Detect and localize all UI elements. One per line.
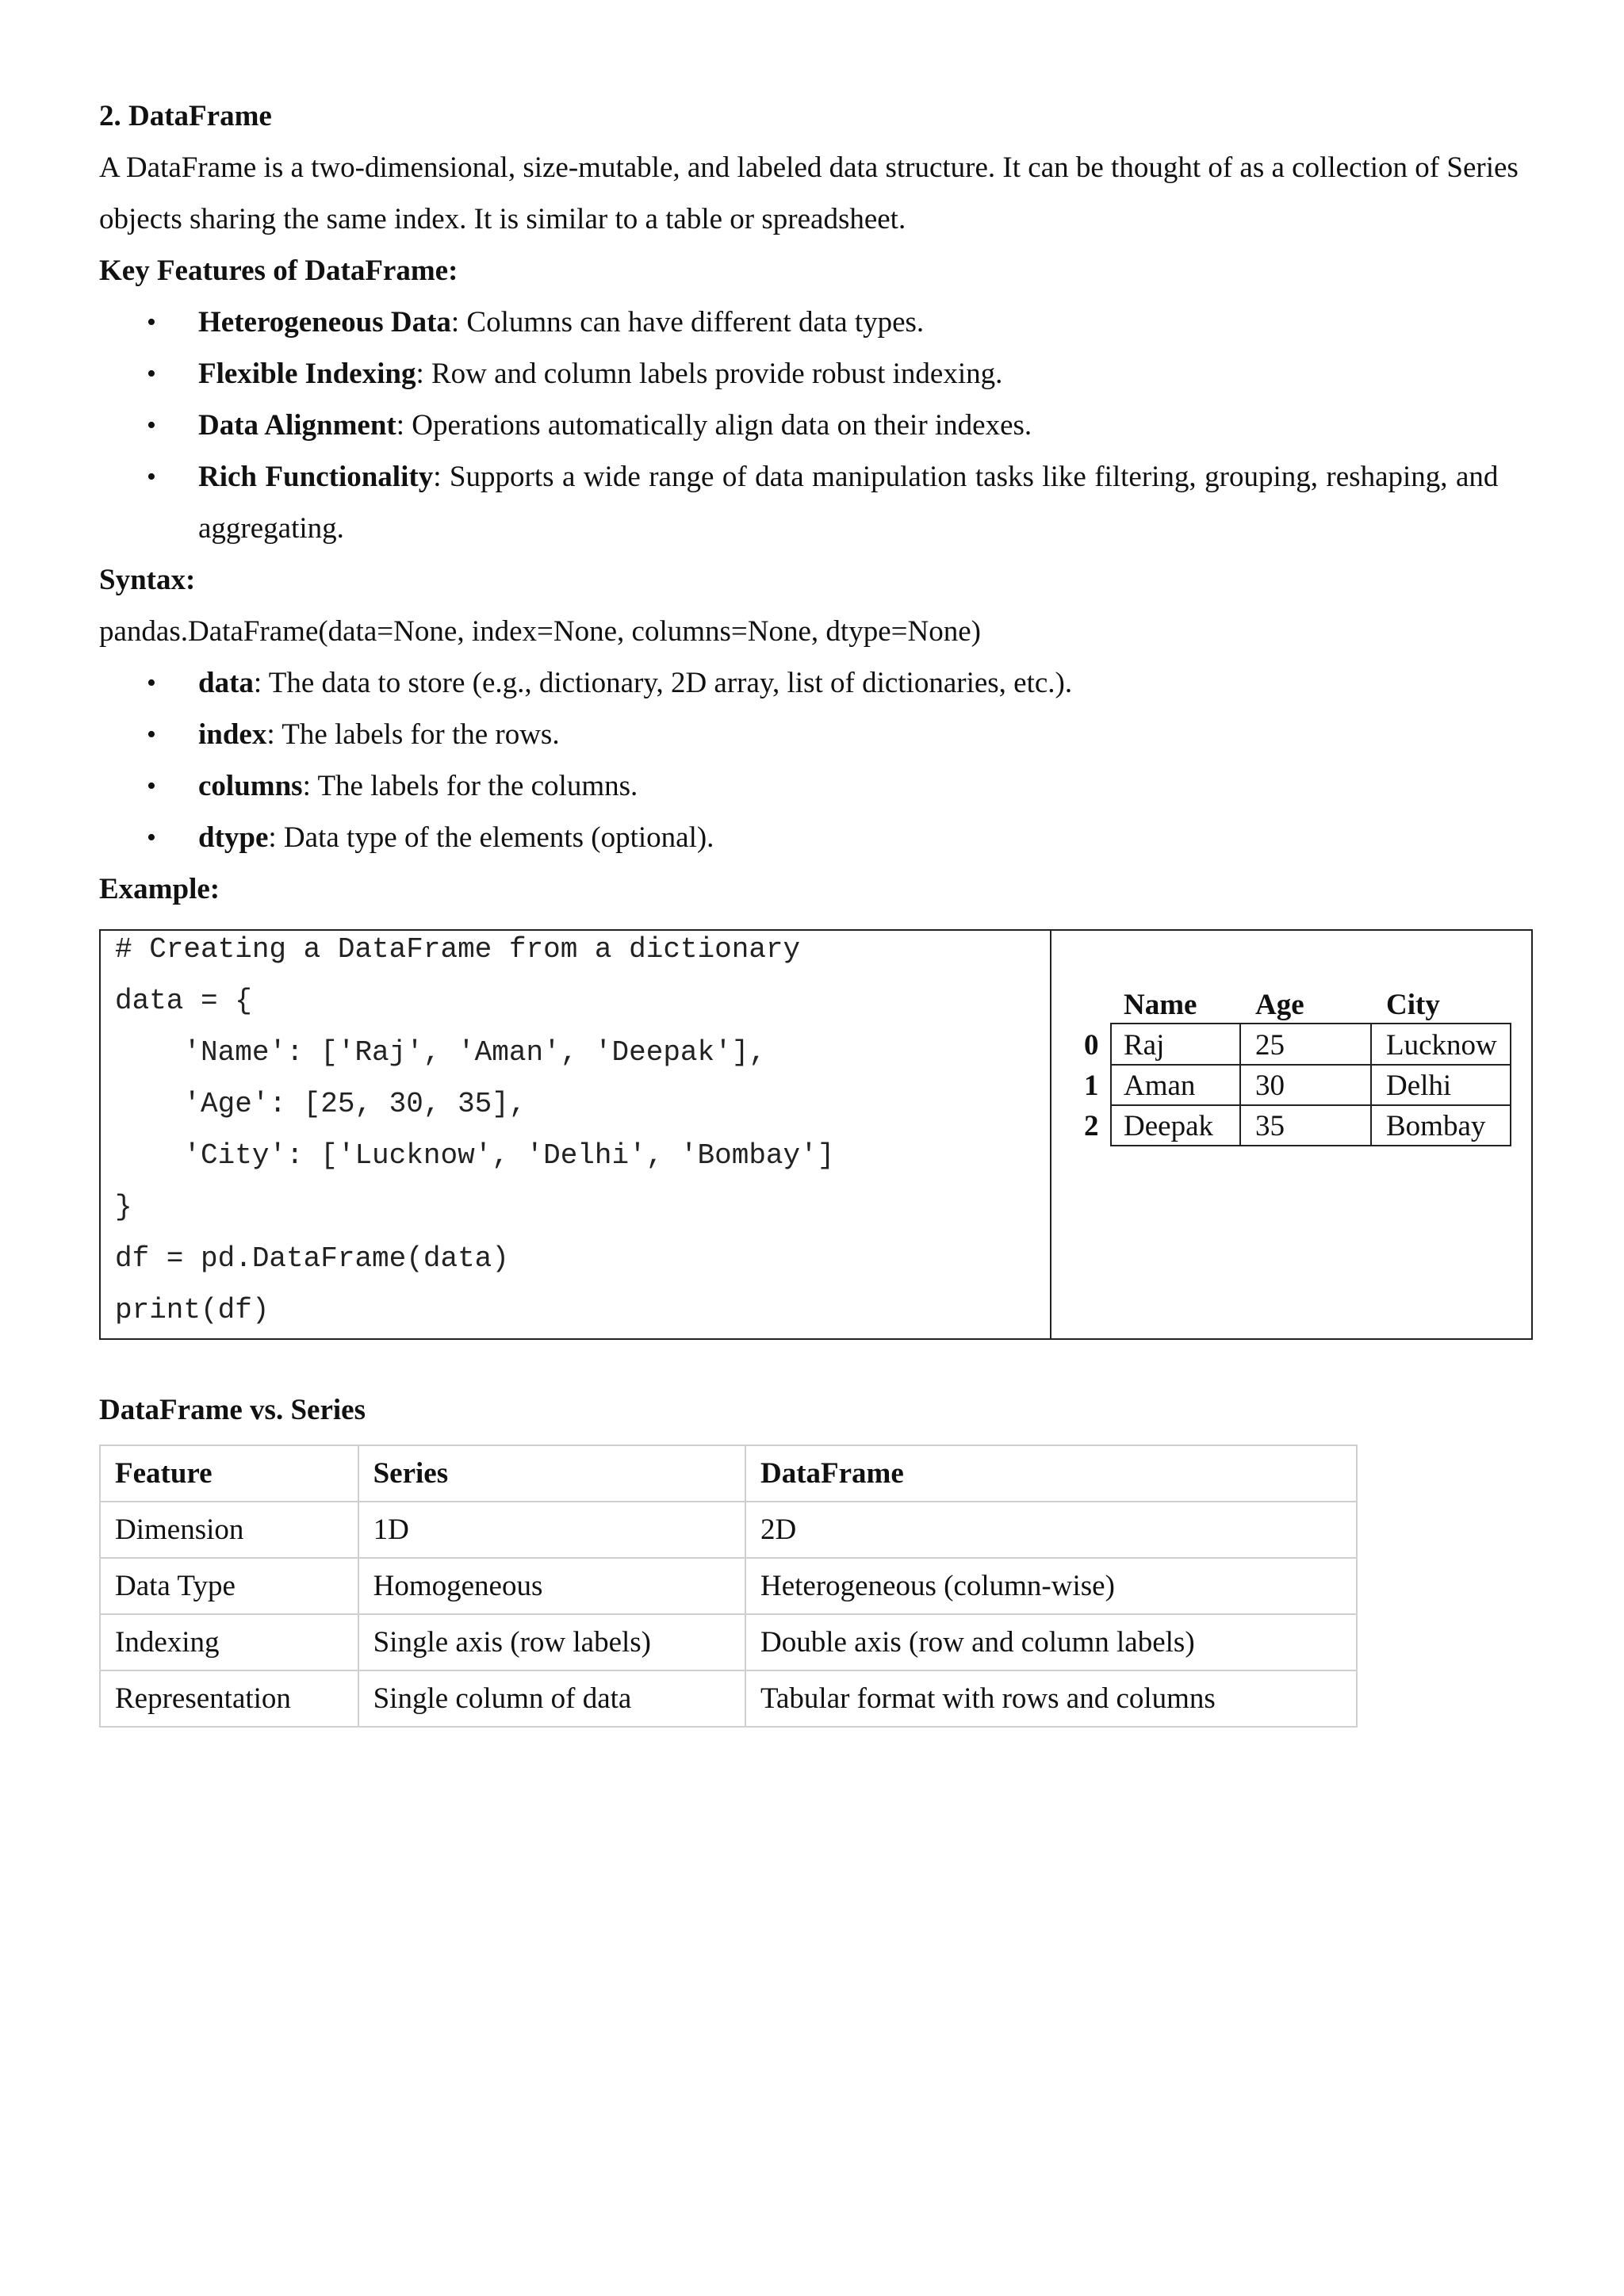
features-heading: Key Features of DataFrame: <box>99 254 458 287</box>
table-cell: Representation <box>100 1670 358 1727</box>
table-cell: Data Type <box>100 1558 358 1614</box>
bullet-icon: • <box>147 668 156 698</box>
bullet-icon: • <box>147 462 156 492</box>
intro-line-2: objects sharing the same index. It is similar to a table or spreadsheet. <box>99 203 906 235</box>
table-row <box>100 1614 1357 1670</box>
bullet-icon: • <box>147 771 156 801</box>
code-line: data = { <box>115 985 252 1017</box>
feature-item: Data Alignment: Operations automatically align data on their indexes. <box>198 409 1032 442</box>
output-cell: 30 <box>1255 1070 1285 1102</box>
param-item: dtype: Data type of the elements (optional). <box>198 821 714 854</box>
output-cell: Deepak <box>1124 1110 1213 1142</box>
table-row <box>100 1670 1357 1727</box>
output-header-name: Name <box>1124 989 1197 1021</box>
code-line: 'Name': ['Raj', 'Aman', 'Deepak'], <box>115 1036 766 1069</box>
output-cell: Bombay <box>1386 1110 1486 1142</box>
output-cell: 35 <box>1255 1110 1285 1142</box>
table-cell: Dimension <box>100 1502 358 1558</box>
feature-item-continuation: aggregating. <box>198 512 344 545</box>
output-cell: Raj <box>1124 1029 1165 1062</box>
output-index: 1 <box>1084 1070 1099 1102</box>
bullet-icon: • <box>147 359 156 388</box>
output-index: 0 <box>1084 1029 1099 1062</box>
table-cell: Heterogeneous (column-wise) <box>745 1558 1357 1614</box>
table-header-cell: DataFrame <box>745 1445 1357 1502</box>
table-row <box>100 1558 1357 1614</box>
table-row <box>100 1502 1357 1558</box>
output-cell: Delhi <box>1386 1070 1452 1102</box>
output-header-city: City <box>1386 989 1440 1021</box>
param-item: index: The labels for the rows. <box>198 718 560 751</box>
code-line: 'Age': [25, 30, 35], <box>115 1088 527 1120</box>
feature-item: Flexible Indexing: Row and column labels provide robust indexing. <box>198 358 1003 390</box>
param-item: columns: The labels for the columns. <box>198 770 638 802</box>
table-cell: Homogeneous <box>358 1558 745 1614</box>
table-cell: Tabular format with rows and columns <box>745 1670 1357 1727</box>
code-line: print(df) <box>115 1294 270 1326</box>
output-cell: Aman <box>1124 1070 1196 1102</box>
bullet-icon: • <box>147 823 156 852</box>
syntax-line: pandas.DataFrame(data=None, index=None, columns=None, dtype=None) <box>99 615 981 648</box>
table-cell: Single axis (row labels) <box>358 1614 745 1670</box>
table-header-cell: Series <box>358 1445 745 1502</box>
example-divider <box>1050 931 1051 1338</box>
example-heading: Example: <box>99 873 220 905</box>
section-title: 2. DataFrame <box>99 100 272 132</box>
param-item: data: The data to store (e.g., dictionary, 2D array, list of dictionaries, etc.). <box>198 667 1073 699</box>
bullet-icon: • <box>147 411 156 440</box>
output-index: 2 <box>1084 1110 1099 1142</box>
table-cell: Single column of data <box>358 1670 745 1727</box>
table-header-row <box>100 1445 1357 1502</box>
table-header-cell: Feature <box>100 1445 358 1502</box>
bullet-icon: • <box>147 308 156 337</box>
table-cell: Indexing <box>100 1614 358 1670</box>
output-header-age: Age <box>1255 989 1304 1021</box>
code-line: # Creating a DataFrame from a dictionary <box>115 933 801 966</box>
comparison-table <box>99 1445 1358 1728</box>
compare-heading: DataFrame vs. Series <box>99 1394 366 1426</box>
intro-line-1: A DataFrame is a two-dimensional, size-mutable, and labeled data structure. It can be thought of as a collection of Series <box>99 151 1519 184</box>
syntax-heading: Syntax: <box>99 564 196 596</box>
feature-item: Heterogeneous Data: Columns can have different data types. <box>198 306 925 339</box>
bullet-icon: • <box>147 720 156 749</box>
table-cell: 2D <box>745 1502 1357 1558</box>
feature-item: Rich Functionality: Supports a wide range of data manipulation tasks like filtering, grouping, reshaping, and <box>198 461 1499 493</box>
output-cell: Lucknow <box>1386 1029 1497 1062</box>
output-cell: 25 <box>1255 1029 1285 1062</box>
table-cell: 1D <box>358 1502 745 1558</box>
code-line: 'City': ['Lucknow', 'Delhi', 'Bombay'] <box>115 1139 835 1172</box>
table-cell: Double axis (row and column labels) <box>745 1614 1357 1670</box>
example-box <box>99 929 1533 1340</box>
code-line: } <box>115 1191 132 1223</box>
code-line: df = pd.DataFrame(data) <box>115 1242 509 1275</box>
